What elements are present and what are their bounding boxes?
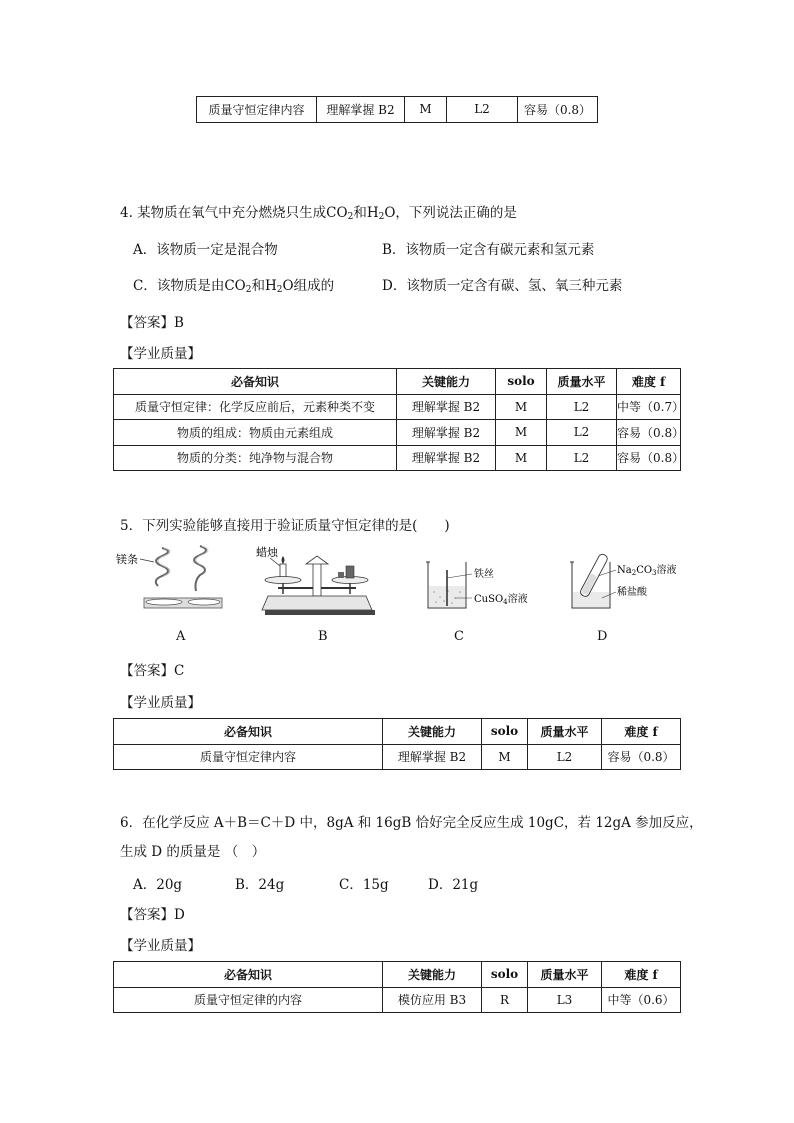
table-cell: L2	[547, 445, 617, 471]
table-cell: 理解掌握 B2	[397, 420, 496, 446]
question-5-stem: 5．下列实验能够直接用于验证质量守恒定律的是( )	[120, 518, 450, 534]
question-6-option-d: D．21g	[428, 877, 479, 893]
question-6-stem-line-1: 6．在化学反应 A＋B＝C＋D 中，8gA 和 16gB 恰好完全反应生成 10gC，若 12gA 参加反应，	[120, 815, 703, 831]
table-cell: L2	[447, 97, 518, 123]
table-cell: 质量守恒定律内容	[114, 744, 383, 770]
table-row	[114, 987, 681, 1013]
question-6-stem-line-2: 生成 D 的质量是 （ ）	[120, 844, 266, 860]
table-header-row	[114, 719, 681, 745]
header-level: 质量水平	[528, 962, 602, 988]
formula-co2: CO	[224, 278, 246, 294]
header-level: 质量水平	[547, 369, 617, 395]
header-difficulty: 难度 f	[617, 369, 681, 395]
table-cell: 理解掌握 B2	[317, 97, 405, 123]
question-4-option-d: D．该物质一定含有碳、氢、氧三种元素	[382, 278, 623, 294]
table-row	[197, 97, 598, 123]
table-header-row	[114, 962, 681, 988]
header-knowledge: 必备知识	[114, 962, 383, 988]
table-cell: M	[496, 420, 547, 446]
mg-label: 镁条	[116, 553, 138, 566]
table-cell: 理解掌握 B2	[397, 445, 496, 471]
experiment-figure	[110, 540, 700, 625]
header-ability: 关键能力	[383, 719, 482, 745]
table-cell: 物质的分类：纯净物与混合物	[114, 445, 397, 471]
header-solo: solo	[482, 962, 528, 988]
table-cell: M	[496, 445, 547, 471]
header-knowledge: 必备知识	[114, 719, 383, 745]
formula-h2o: O	[384, 205, 396, 221]
subscript: 2	[245, 285, 252, 295]
stem-text: 和	[353, 205, 367, 221]
question-6-quality-heading: 【学业质量】	[120, 938, 201, 954]
table-row	[114, 744, 681, 770]
table-cell: L2	[528, 744, 602, 770]
question-5-quality-heading: 【学业质量】	[120, 695, 201, 711]
stem-text: 4. 某物质在氧气中充分燃烧只生成	[120, 205, 327, 221]
table-cell: L3	[528, 987, 602, 1013]
header-difficulty: 难度 f	[602, 719, 681, 745]
figure-option-d: D	[597, 629, 608, 644]
table-cell: M	[405, 97, 447, 123]
question-6-option-c: C．15g	[339, 877, 389, 893]
table-cell: L2	[547, 394, 617, 420]
table-cell: 容易（0.8）	[617, 420, 681, 446]
header-solo: solo	[496, 369, 547, 395]
table-cell: M	[496, 394, 547, 420]
table-cell: 质量守恒定律：化学反应前后，元素种类不变	[114, 394, 397, 420]
figure-d-beaker	[570, 553, 677, 608]
header-difficulty: 难度 f	[602, 962, 681, 988]
table-cell: M	[482, 744, 528, 770]
header-ability: 关键能力	[397, 369, 496, 395]
table-cell: 容易（0.8）	[518, 97, 598, 123]
question-4-stem	[120, 201, 517, 222]
figure-b-balance	[256, 545, 375, 615]
question-4-answer: 【答案】B	[120, 315, 184, 331]
question-6-option-a: A．20g	[133, 877, 183, 893]
table-cell: 质量守恒定律的内容	[114, 987, 383, 1013]
table-cell: L2	[547, 420, 617, 446]
subscript: 2	[378, 212, 385, 222]
table-cell: 物质的组成：物质由元素组成	[114, 420, 397, 446]
table-header-row	[114, 369, 681, 395]
question-6-quality-table	[113, 961, 681, 1013]
formula-h2o: H	[366, 205, 379, 221]
table-row	[114, 445, 681, 471]
option-text: 和	[251, 278, 265, 294]
formula-h2o: O	[282, 278, 294, 294]
table-cell: 理解掌握 B2	[397, 394, 496, 420]
header-knowledge: 必备知识	[114, 369, 397, 395]
header-solo: solo	[482, 719, 528, 745]
figure-a-magnesium	[116, 546, 222, 608]
question-4-option-c	[133, 274, 334, 295]
table-cell: R	[482, 987, 528, 1013]
stem-text: ，下列说法正确的是	[395, 205, 517, 221]
table-row	[114, 394, 681, 420]
header-level: 质量水平	[528, 719, 602, 745]
question-4-quality-table	[113, 368, 685, 471]
table-cell: 模仿应用 B3	[383, 987, 482, 1013]
question-4-quality-heading: 【学业质量】	[120, 346, 201, 362]
question-4-option-a: A．该物质一定是混合物	[133, 242, 278, 258]
formula-h2o: H	[264, 278, 277, 294]
table-cell: 理解掌握 B2	[383, 744, 482, 770]
hcl-label: 稀盐酸	[617, 587, 647, 598]
iron-label: 铁丝	[474, 569, 494, 580]
figure-c-beaker	[426, 562, 528, 608]
figure-option-c: C	[454, 629, 464, 644]
subscript: 2	[347, 212, 354, 222]
option-text: C．该物质是由	[133, 278, 225, 294]
question-5-quality-table	[113, 718, 681, 770]
figure-option-a: A	[176, 629, 186, 644]
top-quality-table	[196, 96, 598, 123]
formula-co2: CO	[326, 205, 348, 221]
cuso4-label: CuSO$_4$溶液	[474, 594, 528, 606]
table-cell: 容易（0.8）	[617, 445, 681, 471]
header-ability: 关键能力	[383, 962, 482, 988]
table-cell: 质量守恒定律内容	[197, 97, 317, 123]
figure-option-b: B	[318, 629, 328, 644]
table-cell: 中等（0.7）	[617, 394, 681, 420]
question-6-option-b: B．24g	[235, 877, 285, 893]
table-cell: 容易（0.8）	[602, 744, 681, 770]
question-5-answer: 【答案】C	[120, 663, 185, 679]
question-4-option-b: B．该物质一定含有碳元素和氢元素	[382, 242, 595, 258]
table-row	[114, 420, 681, 446]
table-cell: 中等（0.6）	[602, 987, 681, 1013]
option-text: 组成的	[293, 278, 335, 294]
subscript: 2	[276, 285, 283, 295]
candle-label: 蜡烛	[256, 546, 278, 559]
question-6-answer: 【答案】D	[120, 907, 185, 923]
na2co3-label: $Na_2CO_3$溶液	[617, 565, 677, 577]
